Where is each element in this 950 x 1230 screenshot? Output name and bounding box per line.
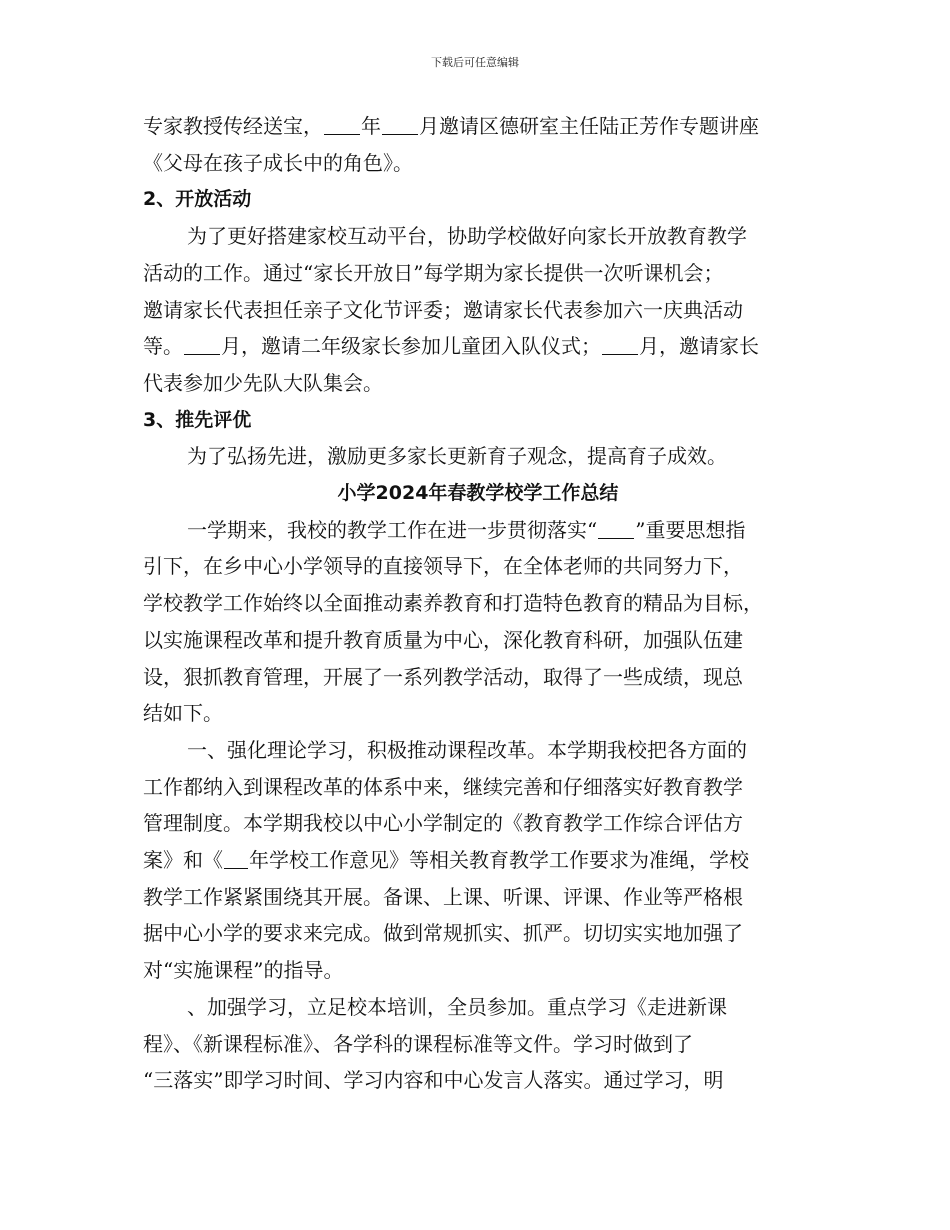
section-heading-awards: 3、推先评优 (143, 408, 252, 431)
text-line: 教学工作紧紧围绕其开展。备课、上课、听课、评课、作业等严格根 (143, 884, 743, 909)
text-line: 管理制度。本学期我校以中心小学制定的《教育教学工作综合评估方 (143, 811, 743, 836)
text-run: 年学校工作意见》等相关教育教学工作要求为准绳，学校 (249, 848, 749, 873)
text-line: 设，狠抓教育管理，开展了一系列教学活动，取得了一些成绩，现总 (143, 664, 743, 689)
text-line: 结如下。 (143, 701, 223, 726)
text-line: 据中心小学的要求来完成。做到常规抓实、抓严。切切实实地加强了 (143, 921, 743, 946)
fill-blank (224, 867, 248, 869)
text-line (143, 512, 813, 549)
text-run: 专家教授传经送宝， (143, 114, 323, 138)
text-line: 工作都纳入到课程改革的体系中来，继续完善和仔细落实好教育教学 (143, 774, 743, 799)
text-line: 学校教学工作始终以全面推动素养教育和打造特色教育的精品为目标， (143, 591, 763, 616)
text-run: 一学期来，我校的教学工作在进一步贯彻落实“ (187, 517, 598, 542)
text-line (143, 328, 813, 365)
text-run: 月邀请区德研室主任陆正芳作专题讲座 (419, 114, 759, 138)
paragraph-continued (143, 108, 813, 181)
text-run: 年 (361, 114, 381, 138)
header-note: 下载后可任意编辑 (431, 56, 519, 69)
fill-blank (382, 133, 418, 135)
paragraph-intro (143, 512, 813, 732)
text-line: 《父母在孩子成长中的角色》。 (143, 150, 413, 175)
text-line: 邀请家长代表担任亲子文化节评委；邀请家长代表参加六一庆典活动 (143, 297, 743, 322)
text-line: 为了更好搭建家校互动平台，协助学校做好向家长开放教育教学 (187, 224, 747, 249)
text-run: 月，邀请二年级家长参加儿童团入队仪式； (221, 334, 601, 359)
text-line: 为了弘扬先进，激励更多家长更新育子观念，提高育子成效。 (187, 444, 727, 469)
text-line: “三落实”即学习时间、学习内容和中心发言人落实。通过学习，明 (143, 1068, 724, 1093)
fill-blank (324, 133, 360, 135)
paragraph-theory-study (143, 732, 813, 989)
text-line: 活动的工作。通过“家长开放日”每学期为家长提供一次听课机会； (143, 260, 724, 285)
text-line: 、加强学习，立足校本培训，全员参加。重点学习《走进新课 (187, 994, 727, 1019)
paragraph-awards (143, 438, 813, 475)
document-body (143, 108, 813, 1099)
section-heading-open-activities: 2、开放活动 (143, 188, 252, 211)
paragraph-school-training (143, 989, 813, 1099)
text-line (143, 108, 813, 145)
text-line: 以实施课程改革和提升教育质量为中心，深化教育科研，加强队伍建 (143, 627, 743, 652)
text-line: 对“实施课程”的指导。 (143, 958, 344, 983)
text-run: 月，邀请家长 (639, 334, 759, 359)
text-run: ”重要思想指 (635, 517, 746, 542)
paragraph-open-activities (143, 218, 813, 402)
text-line: 一、强化理论学习，积极推动课程改革。本学期我校把各方面的 (187, 737, 747, 762)
text-run: 等。 (143, 334, 183, 359)
text-line: 引下，在乡中心小学领导的直接领导下，在全体老师的共同努力下， (143, 554, 743, 579)
document-title: 小学2024年春教学校学工作总结 (337, 482, 619, 505)
fill-blank (184, 353, 220, 355)
fill-blank (602, 353, 638, 355)
fill-blank (598, 537, 634, 539)
text-line: 代表参加少先队大队集会。 (143, 370, 383, 395)
text-line: 程》、《新课程标准》、各学科的课程标准等文件。学习时做到了 (143, 1031, 693, 1056)
text-run: 案》和《 (143, 848, 223, 873)
text-line (143, 842, 813, 879)
